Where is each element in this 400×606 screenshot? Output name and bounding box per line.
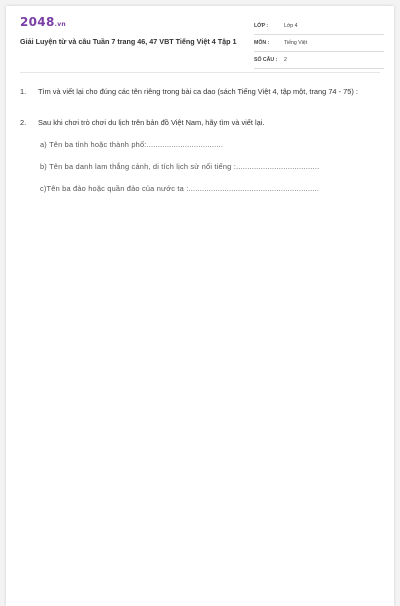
meta-label-grade: LỚP : <box>254 23 269 29</box>
answer-line-c: c)Tên ba đảo hoặc quần đảo của nước ta :.......................................................... <box>40 184 320 193</box>
meta-value-grade: Lớp 4 <box>284 23 298 29</box>
header-divider <box>20 72 380 73</box>
answer-line-a: a) Tên ba tỉnh hoặc thành phố:.................................. <box>40 140 224 149</box>
logo-main: 2048 <box>20 15 55 29</box>
meta-value-question-count: 2 <box>284 57 287 63</box>
question-1 <box>20 86 382 97</box>
meta-row-question-count <box>254 54 384 69</box>
meta-info <box>254 20 384 71</box>
logo-suffix: .vn <box>54 21 66 28</box>
meta-row-grade <box>254 20 384 35</box>
meta-label-question-count: SỐ CÂU : <box>254 57 278 63</box>
meta-label-subject: MÔN : <box>254 40 270 46</box>
question-text: Sau khi chơi trò chơi du lịch trên bản đồ Việt Nam, hãy tìm và viết lại. <box>38 118 265 127</box>
question-text: Tìm và viết lại cho đúng các tên riêng trong bài ca dao (sách Tiếng Việt 4, tập một, trang 74 - 75) : <box>38 87 358 96</box>
meta-value-subject: Tiếng Việt <box>284 40 308 46</box>
meta-row-subject <box>254 37 384 52</box>
worksheet-page <box>6 6 394 606</box>
question-2 <box>20 117 382 128</box>
document-title: Giải Luyện từ và câu Tuần 7 trang 46, 47 VBT Tiếng Việt 4 Tập 1 <box>20 37 237 46</box>
worksheet-header <box>6 6 394 70</box>
question-number: 2. <box>20 118 27 127</box>
questions-list <box>20 86 382 194</box>
site-logo[interactable] <box>20 15 66 29</box>
question-number: 1. <box>20 87 27 96</box>
answer-line-b: b) Tên ba danh lam thắng cảnh, di tích lịch sử nổi tiếng :..................................... <box>40 162 320 171</box>
